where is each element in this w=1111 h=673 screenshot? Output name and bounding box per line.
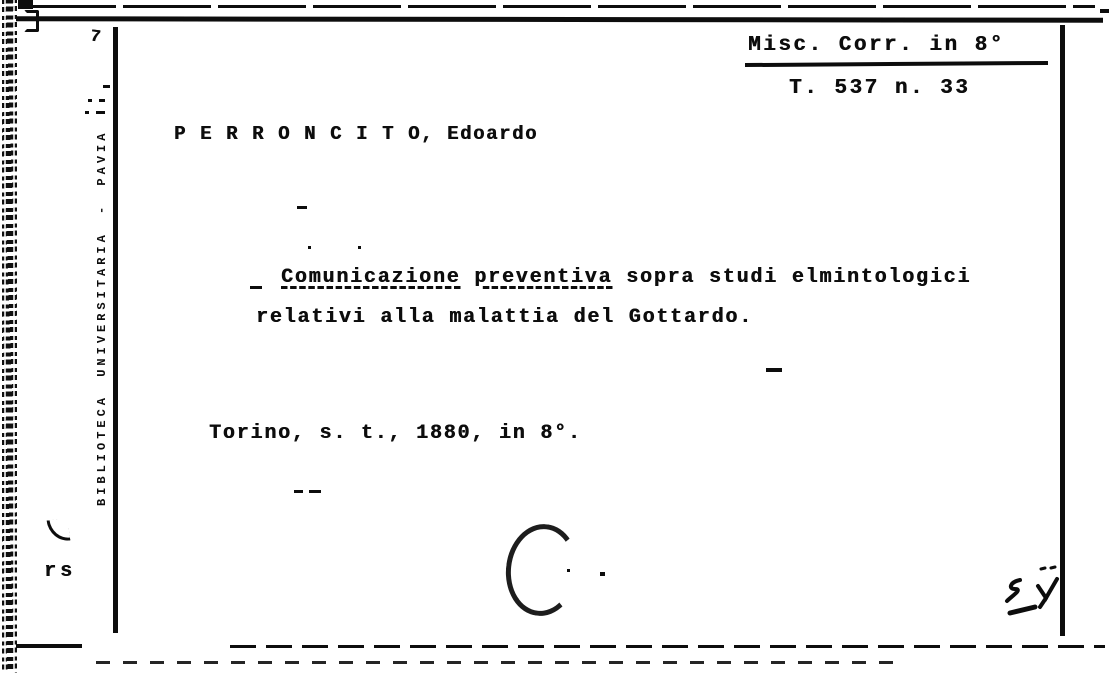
card-bottom-rule-left — [16, 644, 82, 648]
scan-speck — [308, 246, 311, 249]
title-word-underlined-1: Comunicazione — [281, 266, 461, 289]
pen-dash — [250, 286, 262, 289]
scan-speck — [85, 111, 89, 114]
corner-note: rs — [44, 560, 77, 583]
library-stamp-vertical: BIBLIOTECA UNIVERSITARIA - PAVIA — [95, 129, 109, 506]
pen-curve-mark — [47, 518, 71, 544]
classification-label: Misc. Corr. in 8° — [748, 34, 1005, 57]
title-line-2: relativi alla malattia del Gottardo. — [256, 306, 753, 329]
scan-speck — [96, 111, 105, 114]
pen-dash — [309, 490, 321, 493]
scan-speck — [567, 569, 570, 572]
card-right-border — [1060, 25, 1065, 636]
handwritten-mark — [1002, 560, 1072, 618]
title-line-1 — [281, 266, 971, 289]
scan-speck — [88, 99, 92, 102]
card-bottom-rule-secondary — [96, 661, 906, 664]
card-top-rule-inner — [16, 16, 1103, 23]
classification-underline — [745, 61, 1048, 67]
scan-edge-artifact — [2, 0, 17, 673]
circular-stamp-mark — [501, 520, 582, 619]
pen-dash — [294, 490, 303, 493]
scan-speck — [600, 572, 605, 576]
scan-speck — [358, 246, 361, 249]
pencil-mark: 7 — [88, 27, 102, 48]
shelfmark-label: T. 537 n. 33 — [789, 77, 971, 100]
scan-speck — [1100, 9, 1109, 13]
title-word-underlined-2: preventiva — [474, 266, 613, 289]
pen-dash — [766, 368, 782, 372]
card-left-border — [113, 27, 118, 633]
pen-dash — [297, 206, 307, 209]
imprint-line: Torino, s. t., 1880, in 8°. — [209, 422, 582, 445]
card-top-rule-outer — [28, 5, 1095, 8]
scan-speck — [103, 85, 110, 88]
title-line-1-rest: sopra studi elmintologici — [626, 266, 972, 289]
scan-speck — [99, 99, 105, 102]
card-bottom-rule — [230, 645, 1105, 648]
author-heading: P E R R O N C I T O, Edoardo — [174, 123, 539, 145]
